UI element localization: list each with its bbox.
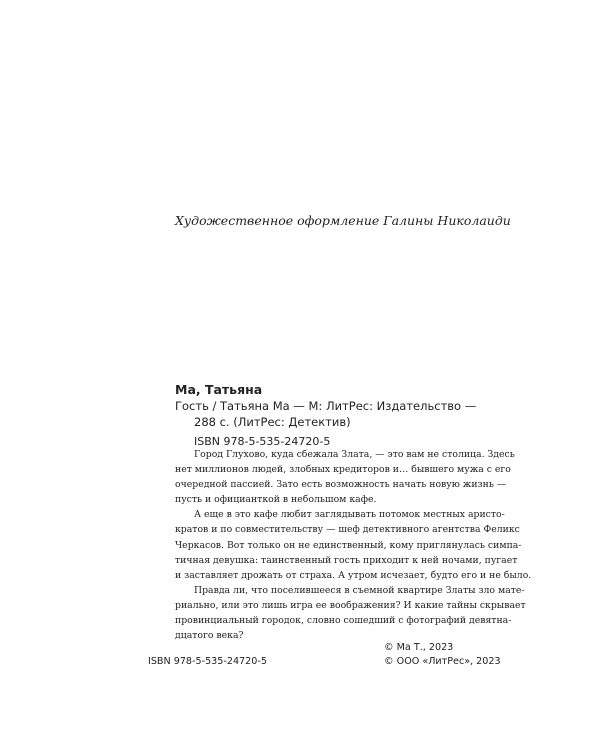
copyright-block [384, 641, 501, 669]
annotation-line: А еще в это кафе любит заглядывать потомок местных аристо- [194, 509, 505, 521]
annotation-line: очередной пассией. Зато есть возможность начать новую жизнь — [175, 479, 507, 491]
annotation-line: риально, или это лишь игра ее воображения? И какие тайны скрывает [175, 599, 526, 611]
annotation-paragraph [175, 583, 526, 643]
annotation-line: Город Глухово, куда сбежала Злата, — это вам не столица. Здесь [194, 449, 515, 460]
annotation-line: нет миллионов людей, злобных кредиторов и… бывшего мужа с его [175, 464, 511, 476]
annotation-paragraph [175, 447, 515, 507]
annotation-line: тичная девушка: таинственный гость приходит к ней ночами, пугает [175, 554, 518, 566]
copyright-line: © ООО «ЛитРес», 2023 [384, 656, 501, 667]
record-isbn: ISBN 978-5-535-24720-5 [194, 435, 331, 448]
book-annotation [175, 447, 532, 643]
annotation-paragraph [175, 507, 532, 582]
annotation-line: кратов и по совместительству — шеф детективного агентства Феликс [175, 524, 520, 536]
annotation-line: Черкасов. Вот только он не единственный, кому приглянулась симпа- [175, 539, 522, 551]
bibliographic-record [175, 382, 498, 450]
annotation-line: Правда ли, что поселившееся в съемной квартире Златы зло мате- [194, 584, 525, 596]
annotation-line: провинциальный городок, словно сошедший с фотографий девятна- [175, 615, 512, 627]
annotation-line: и заставляет дрожать от страха. А утром исчезает, будто его и не было. [175, 569, 532, 581]
annotation-line: дцатого века? [175, 630, 244, 642]
annotation-line: пусть и официанткой в небольшом кафе. [175, 494, 377, 506]
bibliographic-description-line: 288 с. (ЛитРес: Детектив) [194, 415, 351, 429]
bibliographic-description-line: Гость / Татьяна Ма — М: ЛитРес: Издательство — [175, 399, 477, 413]
footer-isbn: ISBN 978-5-535-24720-5 [148, 656, 267, 667]
design-credit: Художественное оформление Галины Николаиди [175, 213, 511, 228]
copyright-line: © Ма Т., 2023 [384, 642, 454, 653]
author-name: Ма, Татьяна [175, 382, 263, 397]
